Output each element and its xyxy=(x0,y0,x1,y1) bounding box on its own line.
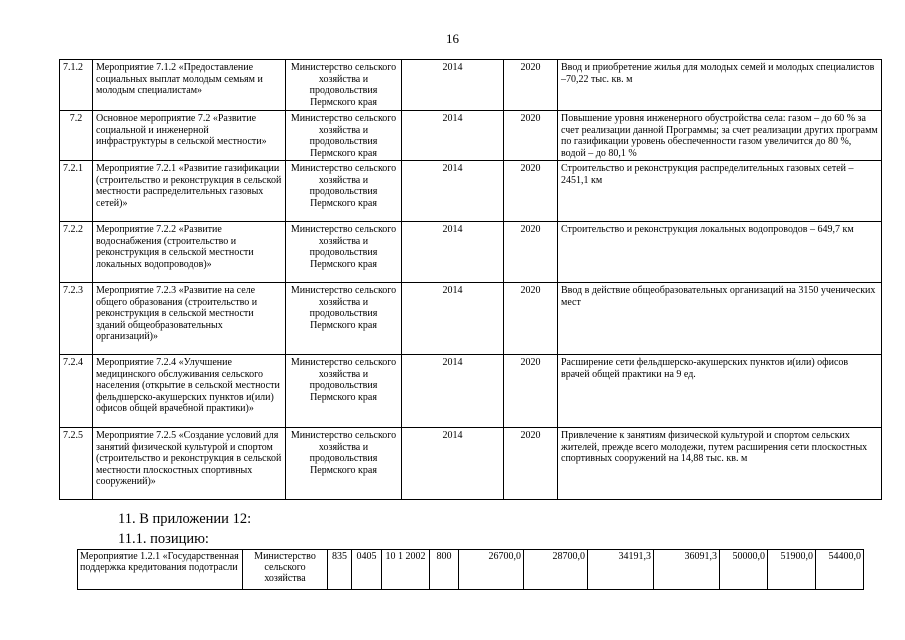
code-cell: 10 1 2002 xyxy=(382,550,430,590)
start-year: 2014 xyxy=(402,428,504,500)
measures-table xyxy=(59,59,882,500)
start-year: 2014 xyxy=(402,355,504,428)
executor: Министерство сельского хозяйства и продовольствия Пермского края xyxy=(286,222,402,283)
row-number: 7.2.1 xyxy=(60,161,93,222)
start-year: 2014 xyxy=(402,161,504,222)
end-year: 2020 xyxy=(504,428,558,500)
amount-cell: 34191,3 xyxy=(588,550,654,590)
row-number: 7.2.2 xyxy=(60,222,93,283)
executor: Министерство сельского хозяйства и продовольствия Пермского края xyxy=(286,111,402,161)
executor: Министерство сельского хозяйства и продовольствия Пермского края xyxy=(286,283,402,355)
row-number: 7.2.5 xyxy=(60,428,93,500)
measure-name: Мероприятие 7.2.1 «Развитие газификации (строительство и реконструкция в сельской местности распределительных газовых сетей)» xyxy=(93,161,286,222)
code-cell: 0405 xyxy=(352,550,382,590)
expected-result: Привлечение к занятиям физической культурой и спортом сельских жителей, прежде всего молодежи, путем расширения сети плоскостных спортивных сооружений на 14,88 тыс. кв. м xyxy=(558,428,882,500)
start-year: 2014 xyxy=(402,222,504,283)
end-year: 2020 xyxy=(504,283,558,355)
end-year: 2020 xyxy=(504,60,558,111)
measure-name: Мероприятие 7.1.2 «Предоставление социальных выплат молодым семьям и молодым специалистам» xyxy=(93,60,286,111)
expected-result: Ввод и приобретение жилья для молодых семей и молодых специалистов –70,22 тыс. кв. м xyxy=(558,60,882,111)
amount-cell: 51900,0 xyxy=(768,550,816,590)
table-row xyxy=(60,60,882,111)
measure-name: Мероприятие 7.2.3 «Развитие на селе общего образования (строительство и реконструкция в сельской местности зданий общеобразовательных организаций)» xyxy=(93,283,286,355)
start-year: 2014 xyxy=(402,60,504,111)
start-year: 2014 xyxy=(402,283,504,355)
position-paragraph: 11.1. позицию: xyxy=(118,531,209,547)
row-number: 7.2 xyxy=(60,111,93,161)
end-year: 2020 xyxy=(504,355,558,428)
expected-result: Строительство и реконструкция локальных водопроводов – 649,7 км xyxy=(558,222,882,283)
row-number: 7.1.2 xyxy=(60,60,93,111)
budget-table xyxy=(77,549,864,590)
row-number: 7.2.4 xyxy=(60,355,93,428)
start-year: 2014 xyxy=(402,111,504,161)
appendix-paragraph: 11. В приложении 12: xyxy=(118,511,252,527)
code-cell: 835 xyxy=(328,550,352,590)
amount-cell: 26700,0 xyxy=(459,550,524,590)
end-year: 2020 xyxy=(504,111,558,161)
measure-name: Мероприятие 7.2.2 «Развитие водоснабжения (строительство и реконструкция в сельской местности локальных водопроводов)» xyxy=(93,222,286,283)
executor: Министерство сельского хозяйства и продовольствия Пермского края xyxy=(286,355,402,428)
executor: Министерство сельского хозяйства и продовольствия Пермского края xyxy=(286,60,402,111)
executor: Министерство сельского хозяйства и продовольствия Пермского края xyxy=(286,428,402,500)
end-year: 2020 xyxy=(504,161,558,222)
table-row xyxy=(60,111,882,161)
table-row xyxy=(60,355,882,428)
table-row xyxy=(60,283,882,355)
amount-cell: 28700,0 xyxy=(524,550,588,590)
measure-name: Мероприятие 7.2.4 «Улучшение медицинского обслуживания сельского населения (открытие в сельской местности фельдшерско-акушерских пунктов и(или) офисов общей врачебной практики)» xyxy=(93,355,286,428)
end-year: 2020 xyxy=(504,222,558,283)
expected-result: Ввод в действие общеобразовательных организаций на 3150 ученических мест xyxy=(558,283,882,355)
measure-name: Основное мероприятие 7.2 «Развитие социальной и инженерной инфраструктуры в сельской местности» xyxy=(93,111,286,161)
amount-cell: 36091,3 xyxy=(654,550,720,590)
amount-cell: 50000,0 xyxy=(720,550,768,590)
executor: Министерство сельского хозяйства и продовольствия Пермского края xyxy=(286,161,402,222)
amount-cell: 54400,0 xyxy=(816,550,864,590)
expected-result: Расширение сети фельдшерско-акушерских пунктов и(или) офисов врачей общей практики на 9 ед. xyxy=(558,355,882,428)
page-number: 16 xyxy=(446,31,459,46)
measure-name: Мероприятие 7.2.5 «Создание условий для занятий физической культурой и спортом (строительство и реконструкция в сельской местности плоскостных спортивных сооружений)» xyxy=(93,428,286,500)
expected-result: Повышение уровня инженерного обустройства села: газом – до 60 % за счет реализации данной Программы; за счет реализации других программ по газификации уровень обеспеченности газом увеличится до 80 %, водой – до 80,1 % xyxy=(558,111,882,161)
code-cell: 800 xyxy=(430,550,459,590)
measure-name: Мероприятие 1.2.1 «Государственная поддержка кредитования подотрасли xyxy=(78,550,243,590)
executor: Министерство сельского хозяйства xyxy=(243,550,328,590)
table-row xyxy=(78,550,864,590)
table-row xyxy=(60,161,882,222)
row-number: 7.2.3 xyxy=(60,283,93,355)
table-row xyxy=(60,222,882,283)
expected-result: Строительство и реконструкция распределительных газовых сетей – 2451,1 км xyxy=(558,161,882,222)
table-row xyxy=(60,428,882,500)
